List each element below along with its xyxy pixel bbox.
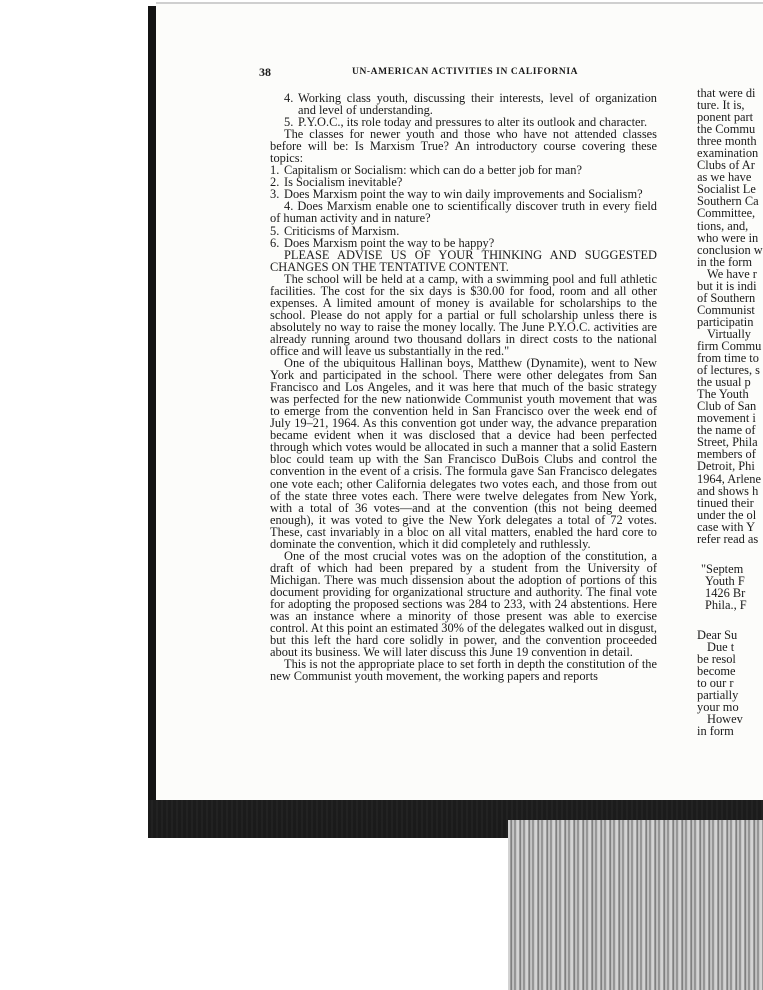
list-item: 4. Working class youth, discussing their interests, level of organization and level of understanding. bbox=[284, 91, 657, 118]
facing-line: become bbox=[697, 664, 736, 679]
facing-line: tions, and, bbox=[697, 218, 749, 233]
facing-line: We have r bbox=[707, 266, 757, 281]
school-paragraph: The school will be held at a camp, with a swimming pool and full athletic facilities. The cost for the six days is $30.00 for food, room and all other expenses. A limited amount of money is available for scholarships to the school. Please do not apply for a partial or full scholarship unless there is absolutely no way to raise the money locally. The June P.Y.O.C. activities are already running around two thousand dollars in direct costs to the national office and will leave us substantially in the red." bbox=[270, 271, 657, 358]
facing-line: Socialist Le bbox=[697, 182, 756, 197]
facing-line: Street, Phila bbox=[697, 435, 758, 450]
facing-line: The Youth bbox=[697, 387, 749, 402]
facing-spacer bbox=[697, 545, 763, 563]
facing-line: participatin bbox=[697, 314, 754, 329]
facing-line: Detroit, Phi bbox=[697, 459, 755, 474]
facing-line: from time to bbox=[697, 351, 759, 366]
facing-line: Club of San bbox=[697, 399, 757, 414]
facing-line: "Septem bbox=[701, 561, 744, 576]
facing-line: to our r bbox=[697, 676, 734, 691]
facing-spacer bbox=[697, 611, 763, 629]
facing-line: partially bbox=[697, 688, 739, 703]
constitution-paragraph: One of the most crucial votes was on the adoption of the constitution, a draft of which had been prepared by a student from the University of Michigan. There was much dissension about the adoption of portions of this document providing for organizational structure and authority. The final vote for adopting the proposed sections was 284 to 233, with 24 abstentions. Here was an instance where a minority of those present was able to exercise control. At this point an estimated 30% of the delegates walked out in disgust, but this left the hard core solidly in power, and the convention proceeded about its business. We will later discuss this June 19 convention in detail. bbox=[270, 548, 657, 660]
facing-line: your mo bbox=[697, 700, 739, 715]
facing-line: who were in bbox=[697, 230, 759, 245]
list-item: 2. Is Socialism inevitable? bbox=[270, 175, 403, 190]
quoted-letter-continuation bbox=[270, 92, 657, 128]
facing-line: Phila., F bbox=[705, 597, 747, 612]
running-head bbox=[0, 65, 763, 79]
facing-line: Dear Su bbox=[697, 627, 738, 642]
page-top-edge bbox=[156, 2, 763, 4]
facing-line: firm Commu bbox=[697, 338, 762, 353]
facing-line: Communist bbox=[697, 302, 755, 317]
facing-line: refer read as bbox=[697, 531, 759, 546]
facing-line: under the ol bbox=[697, 507, 757, 522]
facing-line: of lectures, s bbox=[697, 363, 760, 378]
closing-paragraph: This is not the appropriate place to set forth in depth the constitution of the new Communist youth movement, the working papers and reports bbox=[270, 657, 657, 684]
facing-line: examination bbox=[697, 146, 759, 161]
facing-line: 1426 Br bbox=[705, 585, 746, 600]
list-item: 3. Does Marxism point the way to win daily improvements and Socialism? bbox=[270, 187, 643, 202]
facing-line: three month bbox=[697, 134, 757, 149]
facing-line: members of bbox=[697, 447, 756, 462]
main-text-column bbox=[270, 92, 657, 682]
facing-line: ture. It is, bbox=[697, 98, 745, 113]
facing-line: 1964, Arlene bbox=[697, 471, 762, 486]
classes-intro: The classes for newer youth and those who have not attended classes before will be: Is Marxism True? An introductory course covering these topics: bbox=[270, 127, 657, 166]
hallinan-paragraph: One of the ubiquitous Hallinan boys, Matthew (Dynamite), went to New York and participated in the school. There were other delegates from San Francisco and Los Angeles, and it was here that much of the basic strategy was perfected for the new nationwide Communist youth movement that was to emerge from the convention held in San Francisco over the week end of July 19–21, 1964. As this convention got under way, the advance preparation became evident when it was disclosed that a device had been perfected through which votes would be allocated in such a manner that a solid Eastern bloc could team up with the San Francisco DuBois Clubs and control the convention in the event of a crisis. The formula gave San Francisco delegates one vote each; other California delegates two votes each, and those from out of the state three votes each. There were twelve delegates from New York, with a total of 36 votes—and at the convention (this not being deemed enough), it was voted to give the New York delegates a total of 72 votes. These, cast invariably in a bloc on all vital matters, enabled the hard core to dominate the convention, which it did completely and ruthlessly. bbox=[270, 356, 657, 551]
facing-line: in form bbox=[697, 724, 734, 738]
page-number: 38 bbox=[259, 65, 271, 79]
facing-line: Committee, bbox=[697, 206, 756, 221]
list-item: 1. Capitalism or Socialism: which can do a better job for man? bbox=[270, 163, 582, 178]
facing-line: Southern Ca bbox=[697, 194, 759, 209]
facing-line: that were di bbox=[697, 87, 756, 100]
book-spine-shadow bbox=[148, 6, 156, 806]
facing-line: the Commu bbox=[697, 122, 756, 137]
list-item: 6. Does Marxism point the way to be happy? bbox=[270, 235, 495, 250]
facing-line: of Southern bbox=[697, 290, 756, 305]
facing-page-column bbox=[697, 87, 763, 737]
topic-list bbox=[270, 164, 657, 248]
facing-line: the usual p bbox=[697, 375, 751, 390]
facing-line: tinued their bbox=[697, 495, 754, 510]
facing-line: movement i bbox=[697, 411, 756, 426]
facing-line: the name of bbox=[697, 423, 756, 438]
facing-line: in the form bbox=[697, 254, 753, 269]
scan-streak-artifact bbox=[508, 820, 763, 990]
facing-line: be resol bbox=[697, 652, 736, 667]
running-title: UN-AMERICAN ACTIVITIES IN CALIFORNIA bbox=[352, 67, 579, 77]
facing-line: case with Y bbox=[697, 519, 756, 534]
facing-line: ponent part bbox=[697, 110, 754, 125]
facing-line: but it is indi bbox=[697, 278, 757, 293]
advise-notice: PLEASE ADVISE US OF YOUR THINKING AND SUGGESTED CHANGES ON THE TENTATIVE CONTENT. bbox=[270, 247, 657, 274]
facing-line: conclusion w bbox=[697, 242, 763, 257]
facing-line: Virtually bbox=[707, 326, 751, 341]
facing-line: and shows h bbox=[697, 483, 759, 498]
scan-left-margin bbox=[0, 0, 148, 990]
list-item: 5. P.Y.O.C., its role today and pressures to alter its outlook and character. bbox=[284, 115, 648, 130]
list-item: 4. Does Marxism enable one to scientifically discover truth in every field of human activity and in nature? bbox=[270, 199, 657, 226]
facing-line: as we have bbox=[697, 170, 752, 185]
facing-line: Youth F bbox=[705, 573, 745, 588]
facing-line: Howev bbox=[707, 712, 743, 727]
facing-line: Clubs of Ar bbox=[697, 158, 755, 173]
scan-bottom-blank bbox=[148, 838, 508, 990]
facing-line: Due t bbox=[707, 640, 735, 655]
list-item: 5. Criticisms of Marxism. bbox=[270, 223, 400, 238]
